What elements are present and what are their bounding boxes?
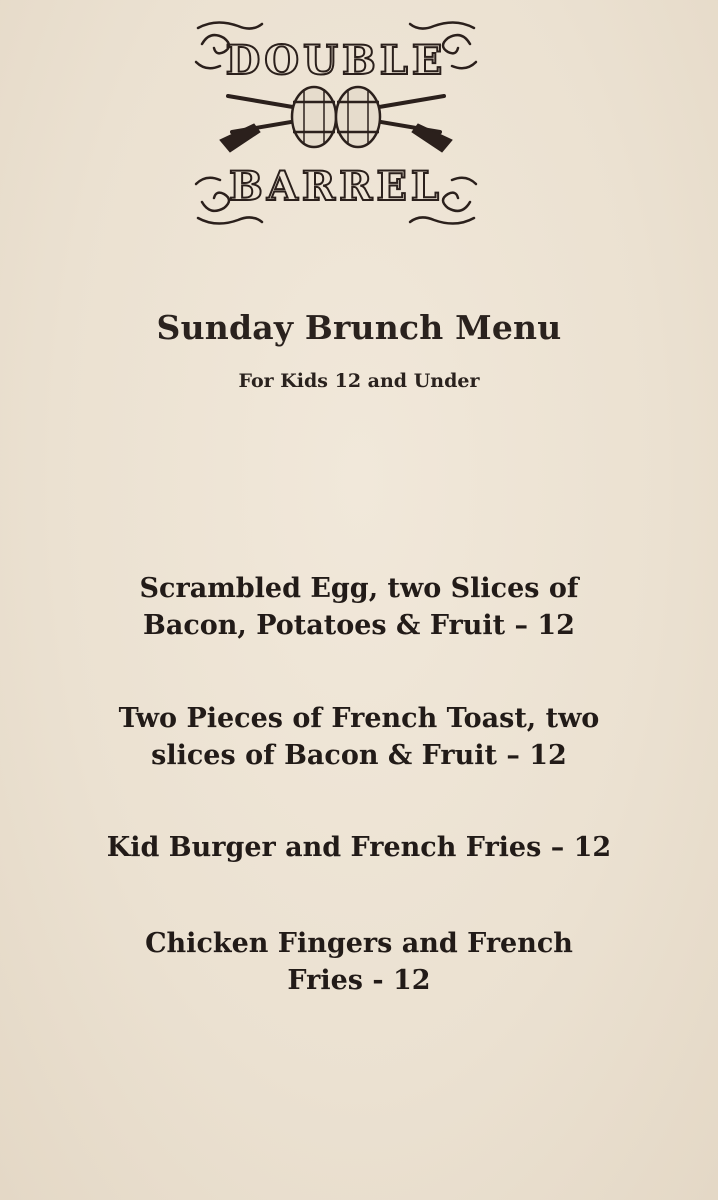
double-barrel-logo [190, 14, 482, 232]
menu-item [40, 829, 678, 866]
logo-line1: DOUBLE [225, 37, 447, 84]
menu-item-line: Kid Burger and French Fries – 12 [106, 832, 612, 863]
logo-line2: BARREL [229, 163, 443, 210]
menu-item-line: slices of Bacon & Fruit – 12 [151, 740, 567, 771]
menu-item [40, 700, 678, 774]
menu-subtitle: For Kids 12 and Under [238, 370, 480, 392]
menu-item [40, 570, 678, 644]
menu-item [40, 925, 678, 999]
menu-item-line: Fries - 12 [287, 965, 431, 996]
menu-item-line: Chicken Fingers and French [145, 928, 573, 959]
menu-item-line: Two Pieces of French Toast, two [118, 703, 600, 734]
menu-item-line: Scrambled Egg, two Slices of [139, 573, 579, 604]
menu-item-line: Bacon, Potatoes & Fruit – 12 [143, 610, 575, 641]
crossed-rifles-barrels-icon [190, 14, 482, 232]
menu-title: Sunday Brunch Menu [156, 308, 562, 347]
